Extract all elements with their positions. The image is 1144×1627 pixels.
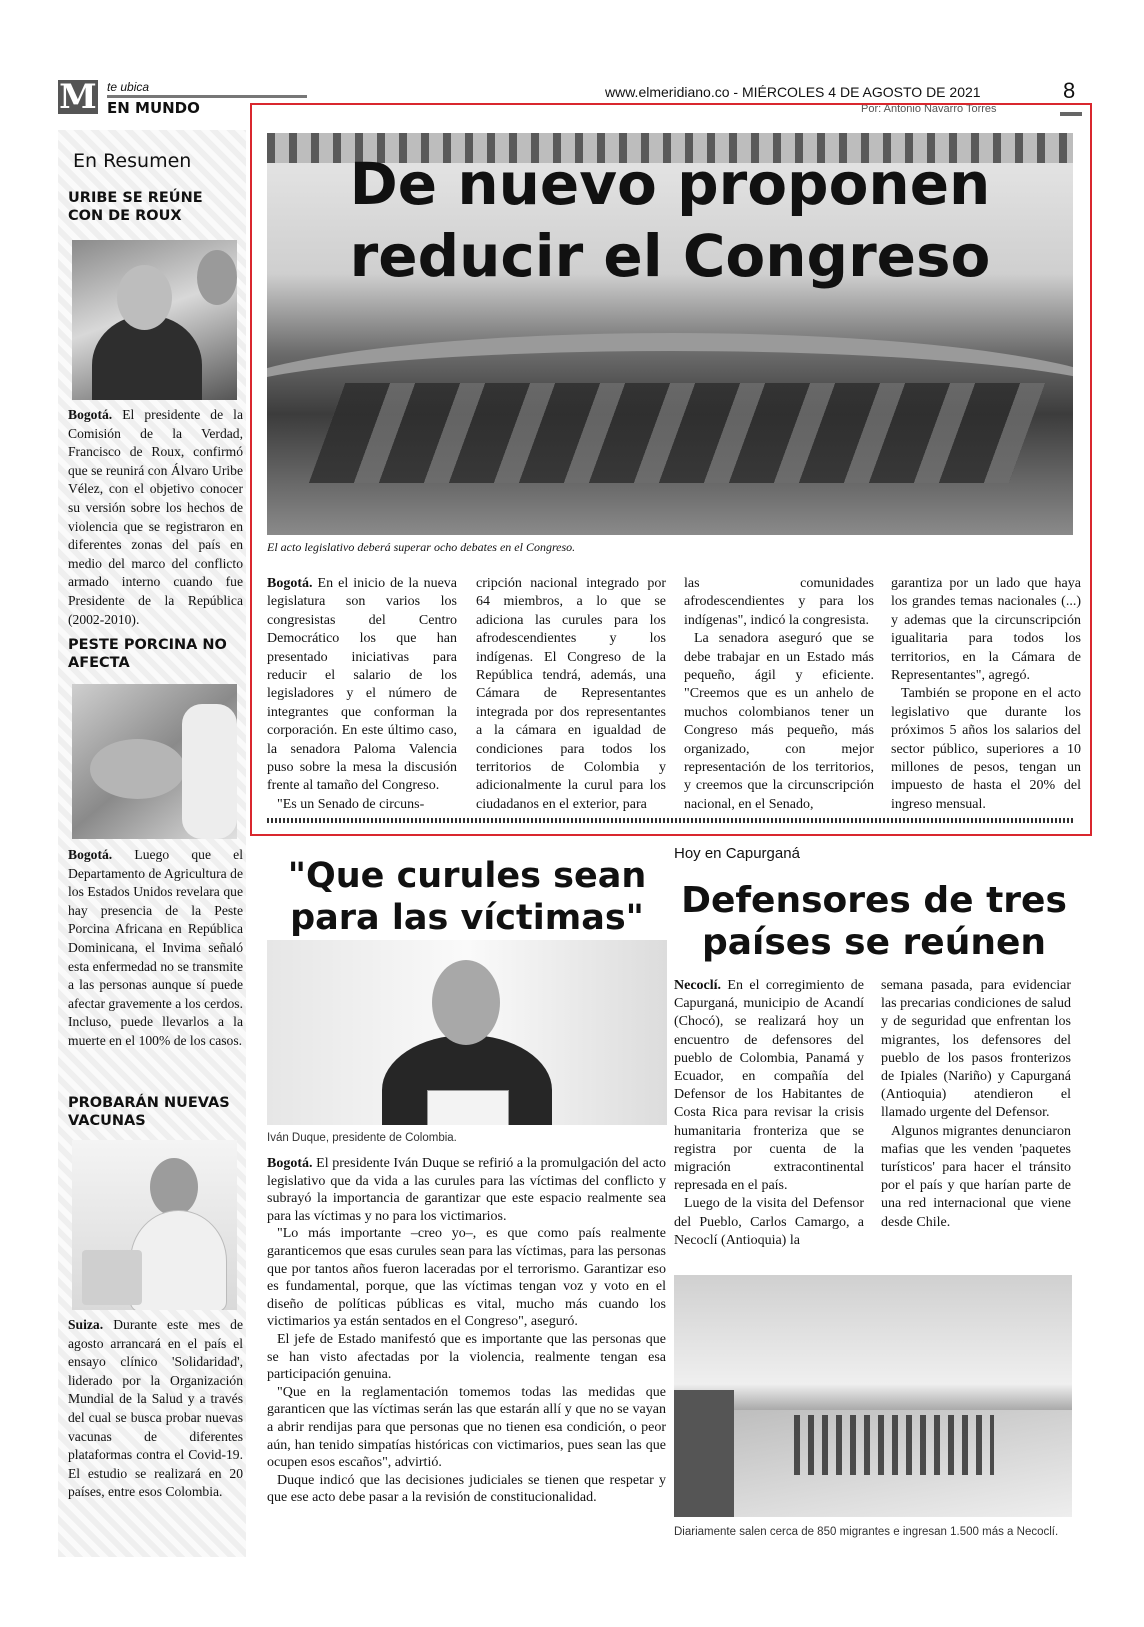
main-place: Bogotá.: [267, 576, 313, 591]
article3-column-2: [881, 977, 1071, 1232]
article2-photo-caption: Iván Duque, presidente de Colombia.: [267, 1132, 457, 1144]
section-divider: [107, 95, 307, 98]
main-col1-quote: "Es un Senado de circuns-: [277, 796, 425, 812]
main-col3-text: las comunidades afrodescendientes y para los indígenas", indicó la congresista.: [684, 576, 874, 628]
uribe-photo: [72, 240, 237, 400]
article2-headline: "Que curules sean para las víctimas": [287, 856, 647, 938]
sidebar-body-3: Durante este mes de agosto arrancará en el país el ensayo clínico 'Solidaridad', liderado por la Organización Mundial de la Salud y a través del cual se busca probar nuevas vacunas de diferentes plataformas contra el Covid-19. El estudio se realizará en 20 países, entre esos Colombia.: [68, 1317, 243, 1500]
article2-place: Bogotá.: [267, 1156, 313, 1171]
sidebar-place-3: Suiza.: [68, 1317, 104, 1332]
article3-photo-caption: Diariamente salen cerca de 850 migrantes e ingresan 1.500 más a Necoclí.: [674, 1526, 1059, 1538]
sidebar-headline-1: URIBE SE REÚNE CON DE ROUX: [68, 190, 203, 224]
article3-kicker: Hoy en Capurganá: [674, 845, 800, 862]
article2-body: [267, 1155, 666, 1507]
page-number: 8: [1063, 78, 1076, 103]
main-column-2: [476, 575, 666, 814]
main-col4-text: garantiza por un lado que haya los grandes temas nacionales (...) y ademas que la circunscripción igualitaria para todos los territorios, en la Cámara de Representantes", agregó.: [891, 576, 1081, 684]
dateline: www.elmeridiano.co - MIÉRCOLES 4 DE AGOSTO DE 2021: [605, 84, 981, 100]
article2-p3: El jefe de Estado manifestó que es importante que las personas que se han visto afectadas por la violencia, realmente tengan esa participación genuina.: [267, 1331, 666, 1383]
sidebar-title: En Resumen: [73, 150, 192, 172]
main-headline: De nuevo proponen reducir el Congreso: [349, 150, 991, 290]
section-subtitle: te ubica: [107, 80, 150, 94]
article3-col2-text-b: Algunos migrantes denunciaron mafias que les venden 'paquetes turísticos' para hacer el tránsito por el país y que harían parte de una red internacional que viene desde Chile.: [881, 1123, 1071, 1230]
article3-column-1: [674, 977, 864, 1250]
article3-col1-text-b: Luego de la visita del Defensor del Pueblo, Carlos Camargo, a Necoclí (Antioquia) la: [674, 1196, 864, 1248]
main-column-1: [267, 575, 457, 814]
main-column-3: [684, 575, 874, 814]
sidebar-place-2: Bogotá.: [68, 847, 113, 862]
article2-p4: "Que en la reglamentación tomemos todas las medidas que garanticen que las víctimas serán las que estarán allí y que no se vayan a abrir rendijas para que personas que no tienen esa condición, o peor aún, han tenido simpatías históricas con victimarios, pues sean las que ocupen esos escaños", advirtió.: [267, 1384, 666, 1471]
decorative-rule: [267, 818, 1073, 823]
article3-place: Necoclí.: [674, 978, 722, 993]
byline: Por: Antonio Navarro Torres: [861, 103, 997, 115]
sidebar-body-2: Luego que el Departamento de Agricultura de los Estados Unidos revelara que hay presencia de la Peste Porcina Africana en República Dominicana, el Invima señaló esta enfermedad no se transmite a las personas aunque sí puede afectar gravemente a los cerdos. Incluso, puede llevarlos a la muerte en el 100% de los casos.: [68, 847, 243, 1048]
article3-headline: Defensores de tres países se reúnen: [681, 880, 1067, 963]
sidebar-headline-2: PESTE PORCINA NO AFECTA: [68, 637, 227, 671]
migrants-pier-photo: [674, 1275, 1072, 1517]
article2-p2: "Lo más importante –creo yo–, es que como país realmente garanticemos que esas curules sean para las víctimas, para las personas que por tantos años fueron laceradas por el terrorismo. Garantizar eso es fundamental, porque, que las víctimas tengan voz y voto en el diseño de políticas públicas es vital, mucho más cuando los victimarios ya están sentados en el Congreso", aseguró.: [267, 1226, 666, 1330]
sidebar-place-1: Bogotá.: [68, 407, 113, 422]
article3-col1-text: En el corregimiento de Capurganá, municipio de Acandí (Chocó), se realizará hoy un encuentro de defensores del pueblo de Colombia, Panamá y Ecuador, en compañía del Defensor de los Habitantes de Costa Rica para revisar la crisis humanitaria fronteriza que se registra por cuenta de la migración extracontinental represada en el país.: [674, 978, 864, 1194]
sidebar-text-3: [68, 1316, 243, 1502]
duque-photo: [267, 940, 667, 1125]
main-col2-text: cripción nacional integrado por 64 miembros, a lo que se adiciona las curules para los afrodescendientes y los indígenas. El Congreso de la República tendrá, además, una Cámara de Representantes integrada por dos representantes a la cámara en igualdad de condiciones para todos los territorios de Colombia y adicionalmente la curul para los ciudadanos en el exterior, para: [476, 576, 666, 812]
main-col1-text: En el inicio de la nueva legislatura son varios los congresistas del Centro Democrático los que han presentado iniciativas para reducir el salario de los legisladores y el número de integrantes que conforman la corporación. En este último caso, la senadora Paloma Valencia puso sobre la mesa la discusión frente al tamaño del Congreso.: [267, 576, 457, 794]
main-col4-text-b: También se propone en el acto legislativo que durante los próximos 5 años los salarios del sector público, superiores a 10 millones de pesos, tengan un impuesto de hasta el 20% del ingreso mensual.: [891, 686, 1081, 812]
sidebar-body-1: El presidente de la Comisión de la Verdad, Francisco de Roux, confirmó que se reunirá con Álvaro Uribe Vélez, con el objetivo conocer su versión sobre los hechos de violencia que se registraron en diferentes zonas del país en medio del marco del conflicto armado interno cuando fue Presidente de la República (2002-2010).: [68, 407, 243, 627]
section-title: EN MUNDO: [107, 99, 200, 117]
sidebar-headline-3: PROBARÁN NUEVAS VACUNAS: [68, 1095, 230, 1129]
sidebar-text-1: [68, 406, 243, 629]
sidebar-text-2: [68, 846, 243, 1051]
main-photo-caption: El acto legislativo deberá superar ocho debates en el Congreso.: [267, 540, 576, 554]
article3-col2-text: semana pasada, para evidenciar las precarias condiciones de salud y de seguridad que enfrentan los migrantes, los defensores del pueblo de los pasos fronterizos de Ipiales (Nariño) y Capurganá (Antioquia) atendieron el llamado urgente del Defensor.: [881, 978, 1071, 1121]
article2-p5: Duque indicó que las decisiones judiciales se tienen que respetar y que ese acto debe pasar a la revisión de constitucionalidad.: [267, 1472, 666, 1506]
main-col3-text-b: La senadora aseguró que se debe trabajar en un Estado más pequeño, ágil y eficiente. "Creemos que es un anhelo de muchos colombianos tener un Congreso más pequeño, más organizado, con mejor representación de los territorios, y creemos que la circunscripción nacional, en el Senado,: [684, 631, 874, 812]
article2-p1: El presidente Iván Duque se refirió a la promulgación del acto legislativo que da vida a las curules para las víctimas del conflicto y subrayó la importancia de garantizar que este espacio realmente sea para las víctimas y no para los victimarios.: [267, 1156, 667, 1224]
newspaper-logo: M: [59, 77, 97, 117]
main-column-4: [891, 575, 1081, 814]
pig-photo: [72, 684, 237, 839]
vaccine-lab-photo: [72, 1140, 237, 1310]
